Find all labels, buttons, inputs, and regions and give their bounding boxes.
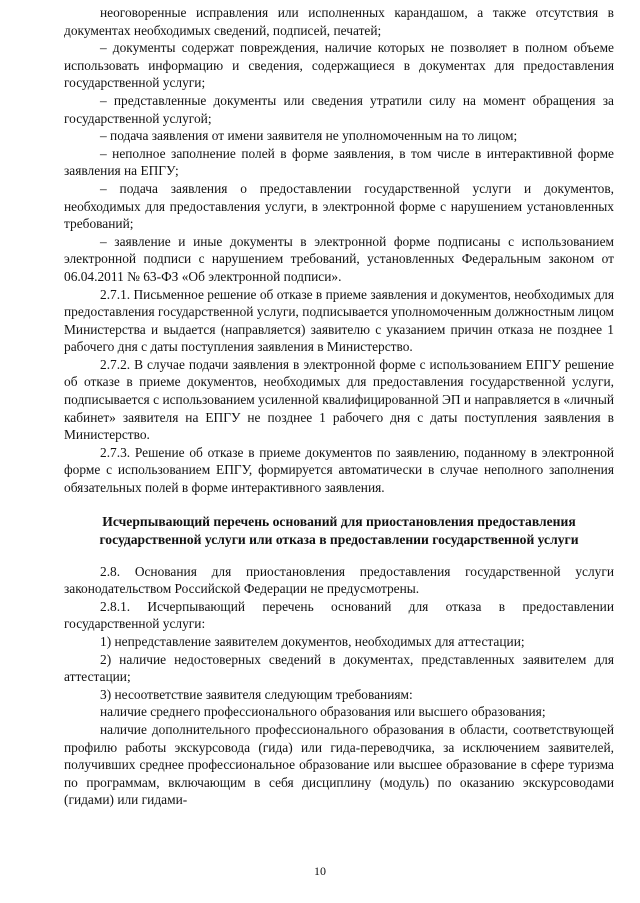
list-item-damaged-documents: – документы содержат повреждения, наличие которых не позволяет в полном объеме использовать информацию и сведения, содержащиеся в документах для предоставления государственной услуги; bbox=[64, 40, 614, 91]
paragraph-2-7-2: 2.7.2. В случае подачи заявления в электронной форме с использованием ЕПГУ решение об отказе в приеме документов, необходимых для предоставления государственной услуги, подписывается с использованием усиленной квалифицированной ЭП и направляется в «личный кабинет» заявителя на ЕПГУ не позднее 1 рабочего дня с даты поступления заявления в Министерство. bbox=[64, 356, 614, 443]
document-body bbox=[64, 4, 614, 809]
list-item-incomplete-fields: – неполное заполнение полей в форме заявления, в том числе в интерактивной форме заявления на ЕПГУ; bbox=[64, 145, 614, 179]
list-item-expired-documents: – представленные документы или сведения утратили силу на момент обращения за государственной услугой; bbox=[64, 92, 614, 126]
paragraph-2-7-1: 2.7.1. Письменное решение об отказе в приеме заявления и документов, необходимых для предоставления государственной услуги, подписывается уполномоченным должностным лицом Министерства и выдается (направляется) заявителю с указанием причин отказа не позднее 1 рабочего дня с даты поступления заявления в Министерство. bbox=[64, 286, 614, 355]
section-heading: Исчерпывающий перечень оснований для приостановления предоставления государственной услуги или отказа в предоставлении государственной услуги bbox=[99, 513, 579, 547]
list-item-unauthorized-person: – подача заявления от имени заявителя не уполномоченным на то лицом; bbox=[100, 128, 518, 144]
page-number: 10 bbox=[314, 864, 326, 878]
paragraph-2-8: 2.8. Основания для приостановления предоставления государственной услуги законодательством Российской Федерации не предусмотрены. bbox=[64, 563, 614, 597]
paragraph-continuation: неоговоренные исправления или исполненных карандашом, а также отсутствия в документах необходимых сведений, подписей, печатей; bbox=[64, 5, 614, 38]
paragraph-2-8-1: 2.8.1. Исчерпывающий перечень оснований для отказа в предоставлении государственной услуги: bbox=[64, 598, 614, 632]
requirement-education: наличие среднего профессионального образования или высшего образования; bbox=[100, 704, 546, 720]
list-item-electronic-violation: – подача заявления о предоставлении государственной услуги и документов, необходимых для предоставления услуги, в электронной форме с нарушением установленных требований; bbox=[64, 180, 614, 232]
paragraph-2-7-3: 2.7.3. Решение об отказе в приеме документов по заявлению, поданному в электронной форме с использованием ЕПГУ, формируется автоматически в случае неполного заполнения обязательных полей в форме интерактивного заявления. bbox=[64, 444, 614, 496]
list-item-3: 3) несоответствие заявителя следующим требованиям: bbox=[100, 686, 413, 702]
list-item-1: 1) непредставление заявителем документов, необходимых для аттестации; bbox=[100, 634, 525, 649]
list-item-2: 2) наличие недостоверных сведений в документах, представленных заявителем для аттестации; bbox=[64, 651, 614, 685]
requirement-additional-education: наличие дополнительного профессионального образования в области, соответствующей профилю работы экскурсовода (гида) или гида-переводчика, за исключением заявителей, получивших среднее профессиональное образование или высшее образование в сфере туризма по программам, включающим в себя дисциплину (модуль) по оказанию экскурсоводами (гидами) или гидами- bbox=[64, 721, 614, 808]
list-item-signature-violation: – заявление и иные документы в электронной форме подписаны с использованием электронной подписи с нарушением требований, установленных Федеральным законом от 06.04.2011 № 63-ФЗ «Об электронной подписи». bbox=[64, 233, 614, 284]
